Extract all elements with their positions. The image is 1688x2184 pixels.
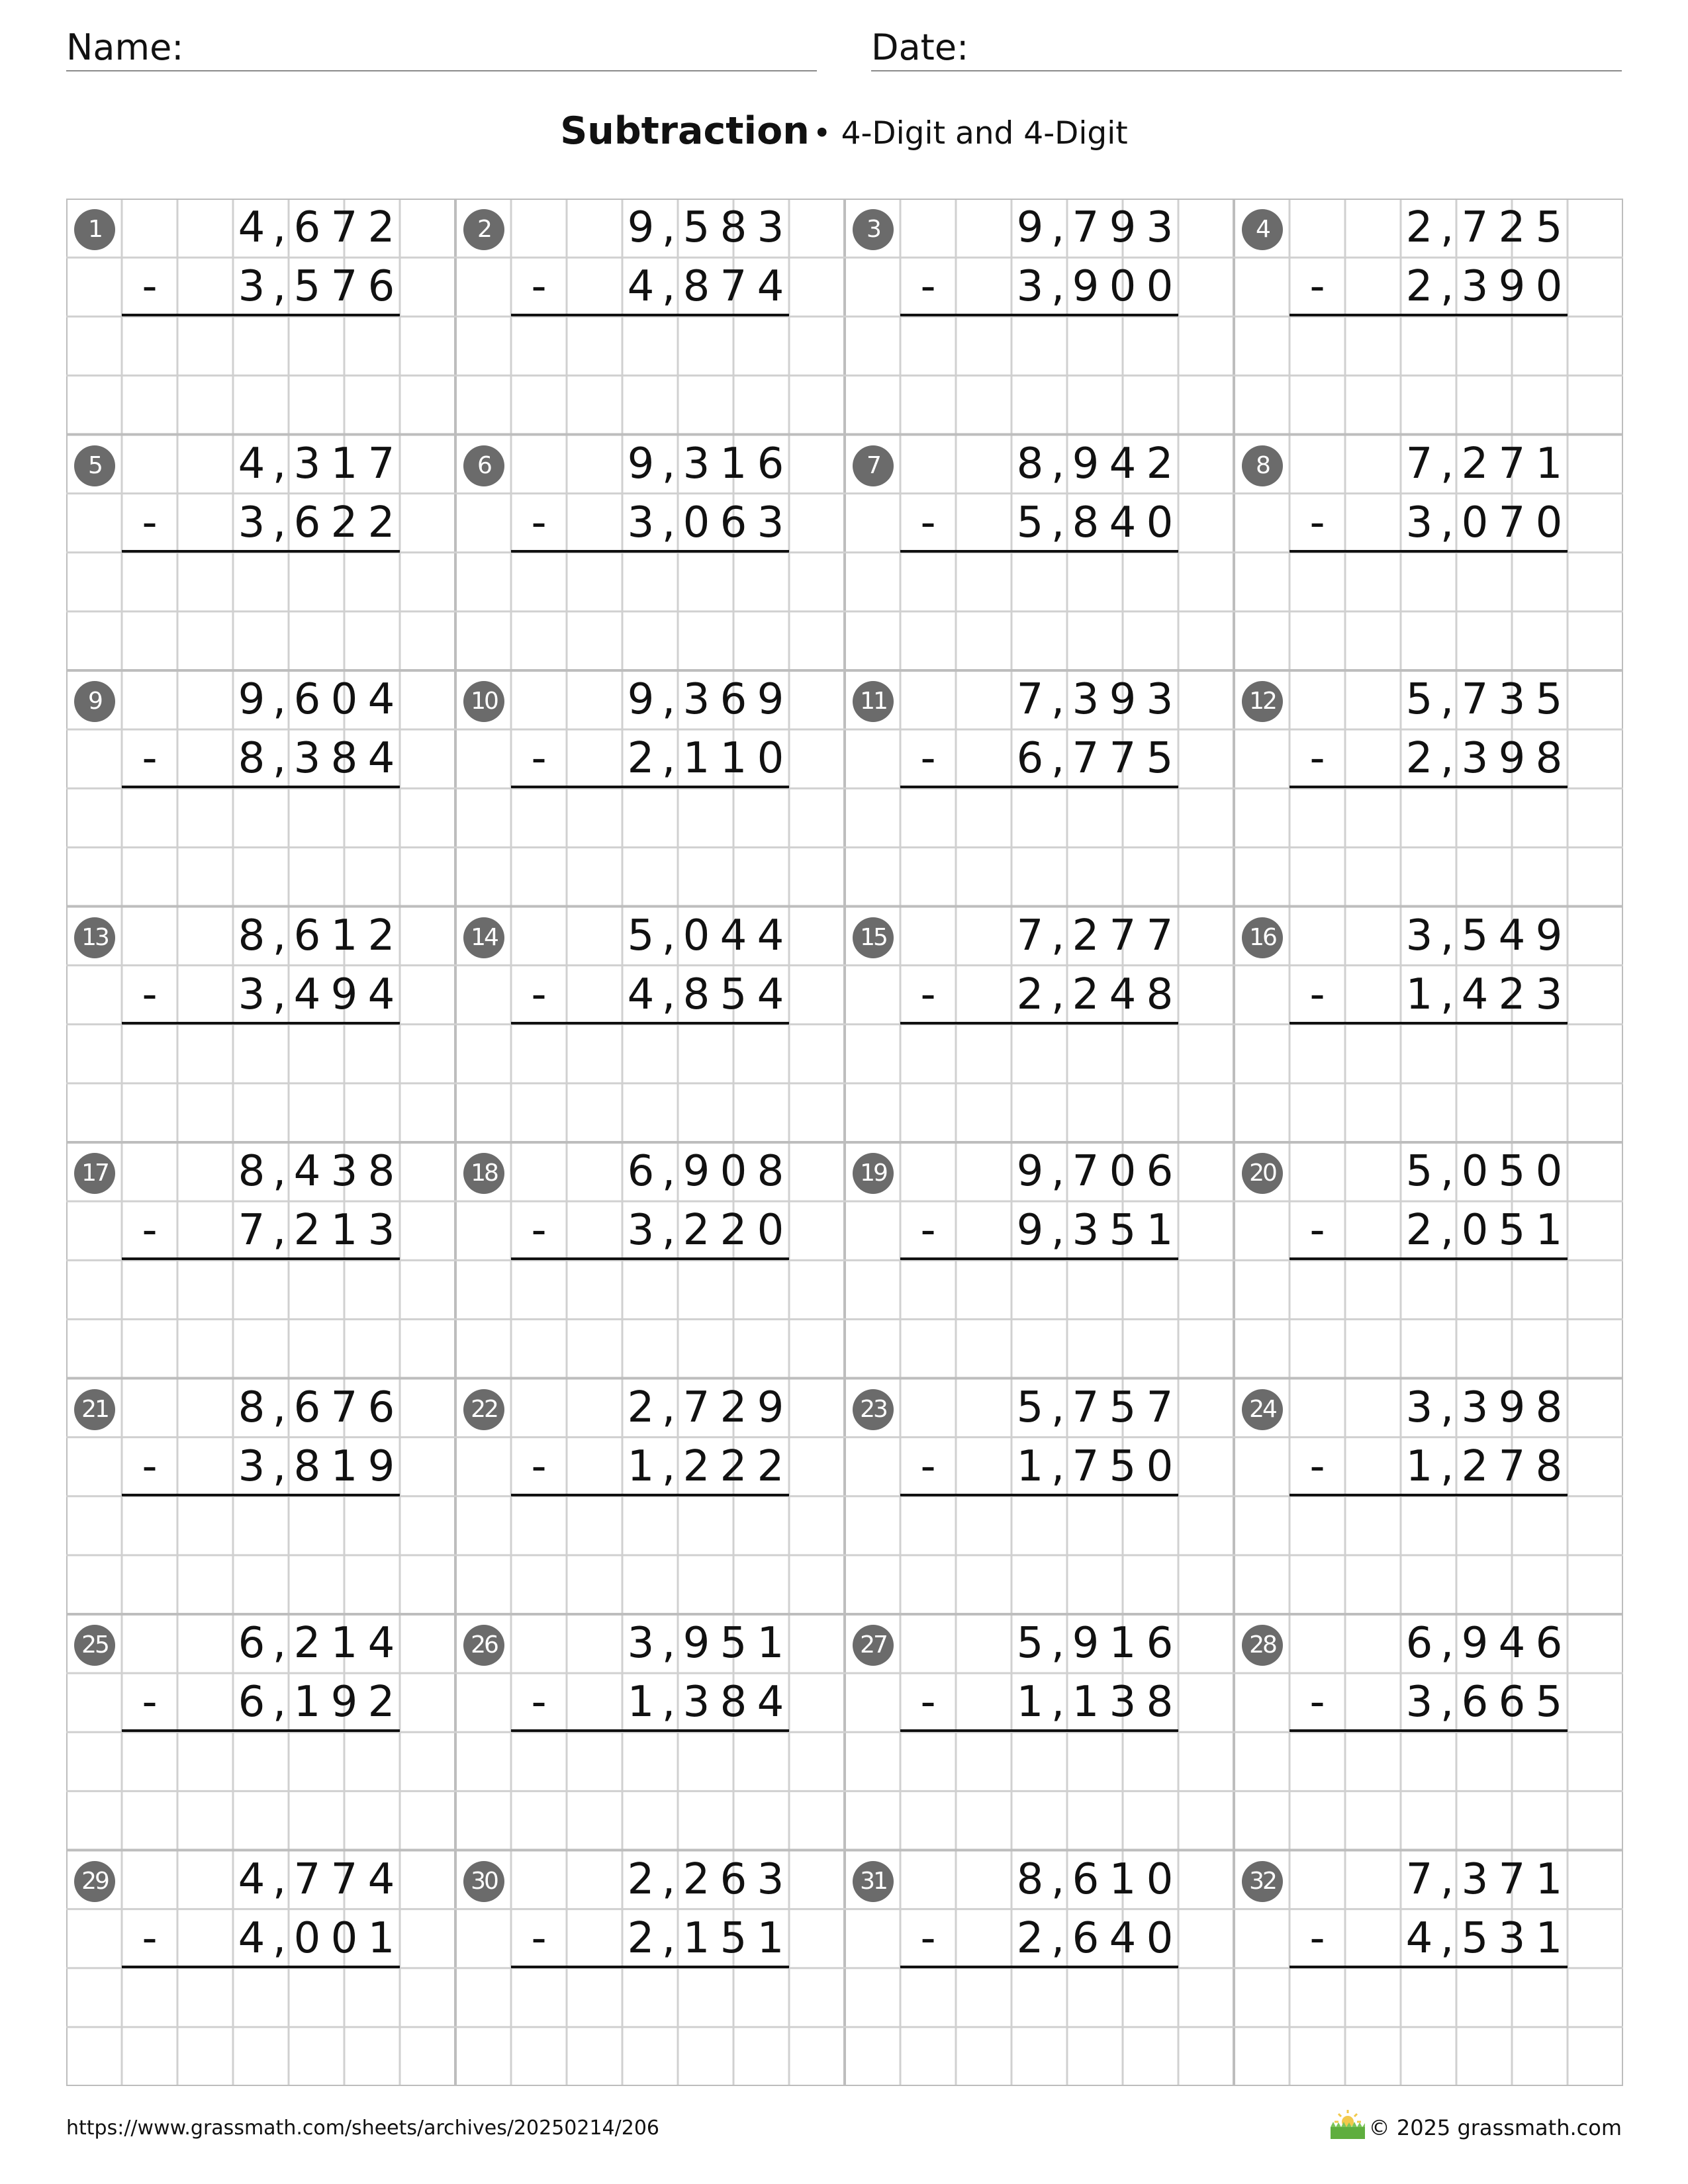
subtrahend: 1 , 2 2 2 xyxy=(627,1441,784,1491)
problem-number-badge: 28 xyxy=(1242,1625,1283,1666)
answer-rule xyxy=(1289,1729,1568,1732)
subtrahend: 2 , 0 5 1 xyxy=(1405,1206,1563,1255)
problem-number-badge: 12 xyxy=(1242,681,1283,722)
subtrahend: 1 , 7 5 0 xyxy=(1016,1441,1174,1491)
date-label: Date: xyxy=(871,26,969,68)
problem-number-badge: 1 xyxy=(74,209,115,250)
subtrahend: 3 , 0 7 0 xyxy=(1405,498,1563,547)
answer-rule xyxy=(1289,1494,1568,1496)
problem-21 xyxy=(66,1379,455,1614)
problem-11 xyxy=(845,670,1234,906)
minus-sign: - xyxy=(920,1913,936,1963)
subtrahend: 8 , 3 8 4 xyxy=(238,734,395,783)
problem-5 xyxy=(66,435,455,670)
answer-rule xyxy=(900,550,1178,553)
minuend: 5 , 9 1 6 xyxy=(1016,1619,1174,1668)
grass-sun-logo-icon xyxy=(1327,2109,1369,2140)
problem-number-badge: 21 xyxy=(74,1389,115,1430)
problem-number-badge: 24 xyxy=(1242,1389,1283,1430)
minuend: 2 , 7 2 5 xyxy=(1405,203,1563,252)
worksheet-grid xyxy=(66,199,1623,2086)
problem-number-badge: 17 xyxy=(74,1153,115,1194)
answer-rule xyxy=(122,314,400,316)
minus-sign: - xyxy=(1309,1206,1325,1255)
problem-23 xyxy=(845,1379,1234,1614)
minus-sign: - xyxy=(920,970,936,1019)
date-field[interactable] xyxy=(871,25,1622,71)
answer-rule xyxy=(511,1494,789,1496)
minuend: 4 , 7 7 4 xyxy=(238,1854,395,1904)
minus-sign: - xyxy=(920,1441,936,1491)
minus-sign: - xyxy=(531,1678,547,1727)
problem-8 xyxy=(1234,435,1623,670)
answer-rule xyxy=(900,1494,1178,1496)
problem-24 xyxy=(1234,1379,1623,1614)
minus-sign: - xyxy=(531,1441,547,1491)
problem-number-badge: 20 xyxy=(1242,1153,1283,1194)
minus-sign: - xyxy=(1309,1913,1325,1963)
problem-3 xyxy=(845,199,1234,434)
minus-sign: - xyxy=(920,1678,936,1727)
problem-number-badge: 14 xyxy=(463,917,504,958)
subtrahend: 1 , 2 7 8 xyxy=(1405,1441,1563,1491)
problem-4 xyxy=(1234,199,1623,434)
subtrahend: 3 , 6 2 2 xyxy=(238,498,395,547)
minuend: 8 , 4 3 8 xyxy=(238,1147,395,1196)
minus-sign: - xyxy=(531,498,547,547)
problem-number-badge: 9 xyxy=(74,681,115,722)
minuend: 8 , 6 1 2 xyxy=(238,911,395,960)
answer-rule xyxy=(122,1494,400,1496)
answer-rule xyxy=(122,786,400,788)
subtrahend: 2 , 1 5 1 xyxy=(627,1913,784,1963)
problem-19 xyxy=(845,1142,1234,1378)
problem-20 xyxy=(1234,1142,1623,1378)
answer-rule xyxy=(122,1022,400,1024)
minuend: 3 , 3 9 8 xyxy=(1405,1383,1563,1432)
problem-6 xyxy=(455,435,845,670)
minuend: 8 , 6 7 6 xyxy=(238,1383,395,1432)
problem-number-badge: 30 xyxy=(463,1861,504,1902)
problem-number-badge: 7 xyxy=(853,445,894,486)
subtrahend: 3 , 5 7 6 xyxy=(238,262,395,311)
answer-rule xyxy=(900,1022,1178,1024)
footer-url: https://www.grassmath.com/sheets/archives/20250214/206 xyxy=(66,2116,660,2140)
minus-sign: - xyxy=(531,970,547,1019)
problem-number-badge: 25 xyxy=(74,1625,115,1666)
problem-number-badge: 16 xyxy=(1242,917,1283,958)
minuend: 9 , 7 9 3 xyxy=(1016,203,1174,252)
name-label: Name: xyxy=(66,26,184,68)
answer-rule xyxy=(122,1257,400,1260)
minus-sign: - xyxy=(1309,262,1325,311)
problem-number-badge: 31 xyxy=(853,1861,894,1902)
answer-rule xyxy=(122,550,400,553)
minuend: 9 , 3 1 6 xyxy=(627,439,784,488)
minuend: 6 , 9 4 6 xyxy=(1405,1619,1563,1668)
subtrahend: 3 , 6 6 5 xyxy=(1405,1678,1563,1727)
answer-rule xyxy=(511,1257,789,1260)
problem-number-badge: 13 xyxy=(74,917,115,958)
minus-sign: - xyxy=(920,734,936,783)
problem-12 xyxy=(1234,670,1623,906)
subtrahend: 5 , 8 4 0 xyxy=(1016,498,1174,547)
minuend: 9 , 7 0 6 xyxy=(1016,1147,1174,1196)
minus-sign: - xyxy=(142,1913,158,1963)
problem-27 xyxy=(845,1614,1234,1850)
subtrahend: 1 , 4 2 3 xyxy=(1405,970,1563,1019)
problem-number-badge: 22 xyxy=(463,1389,504,1430)
problem-2 xyxy=(455,199,845,434)
minuend: 5 , 7 5 7 xyxy=(1016,1383,1174,1432)
minuend: 8 , 9 4 2 xyxy=(1016,439,1174,488)
subtrahend: 2 , 3 9 0 xyxy=(1405,262,1563,311)
minuend: 2 , 2 6 3 xyxy=(627,1854,784,1904)
problem-22 xyxy=(455,1379,845,1614)
problem-number-badge: 2 xyxy=(463,209,504,250)
problem-number-badge: 15 xyxy=(853,917,894,958)
answer-rule xyxy=(900,1257,1178,1260)
problem-32 xyxy=(1234,1850,1623,2086)
problem-number-badge: 5 xyxy=(74,445,115,486)
problem-9 xyxy=(66,670,455,906)
problem-18 xyxy=(455,1142,845,1378)
subtrahend: 3 , 8 1 9 xyxy=(238,1441,395,1491)
answer-rule xyxy=(511,314,789,316)
problem-number-badge: 10 xyxy=(463,681,504,722)
minus-sign: - xyxy=(142,1678,158,1727)
minuend: 7 , 2 7 7 xyxy=(1016,911,1174,960)
problem-28 xyxy=(1234,1614,1623,1850)
minus-sign: - xyxy=(1309,498,1325,547)
problem-30 xyxy=(455,1850,845,2086)
problem-number-badge: 18 xyxy=(463,1153,504,1194)
subtrahend: 2 , 3 9 8 xyxy=(1405,734,1563,783)
subtrahend: 4 , 8 5 4 xyxy=(627,970,784,1019)
problem-number-badge: 3 xyxy=(853,209,894,250)
answer-rule xyxy=(900,1966,1178,1968)
minuend: 4 , 6 7 2 xyxy=(238,203,395,252)
minus-sign: - xyxy=(142,1441,158,1491)
minuend: 5 , 7 3 5 xyxy=(1405,675,1563,724)
minus-sign: - xyxy=(531,262,547,311)
minuend: 7 , 3 9 3 xyxy=(1016,675,1174,724)
minus-sign: - xyxy=(1309,734,1325,783)
problem-number-badge: 26 xyxy=(463,1625,504,1666)
footer-copyright: © 2025 grassmath.com xyxy=(1368,2115,1622,2140)
problem-1 xyxy=(66,199,455,434)
answer-rule xyxy=(511,786,789,788)
minuend: 6 , 2 1 4 xyxy=(238,1619,395,1668)
problem-17 xyxy=(66,1142,455,1378)
minuend: 2 , 7 2 9 xyxy=(627,1383,784,1432)
problem-number-badge: 8 xyxy=(1242,445,1283,486)
minus-sign: - xyxy=(531,1206,547,1255)
minuend: 7 , 3 7 1 xyxy=(1405,1854,1563,1904)
problem-29 xyxy=(66,1850,455,2086)
answer-rule xyxy=(1289,550,1568,553)
problem-number-badge: 11 xyxy=(853,681,894,722)
answer-rule xyxy=(900,786,1178,788)
problem-7 xyxy=(845,435,1234,670)
answer-rule xyxy=(1289,314,1568,316)
subtrahend: 2 , 2 4 8 xyxy=(1016,970,1174,1019)
minus-sign: - xyxy=(142,1206,158,1255)
problem-number-badge: 23 xyxy=(853,1389,894,1430)
answer-rule xyxy=(1289,1022,1568,1024)
subtrahend: 9 , 3 5 1 xyxy=(1016,1206,1174,1255)
answer-rule xyxy=(122,1966,400,1968)
problem-number-badge: 29 xyxy=(74,1861,115,1902)
minus-sign: - xyxy=(1309,970,1325,1019)
minuend: 6 , 9 0 8 xyxy=(627,1147,784,1196)
minus-sign: - xyxy=(1309,1441,1325,1491)
problem-14 xyxy=(455,907,845,1142)
problem-number-badge: 6 xyxy=(463,445,504,486)
minuend: 9 , 6 0 4 xyxy=(238,675,395,724)
answer-rule xyxy=(900,1729,1178,1732)
minus-sign: - xyxy=(142,734,158,783)
title-subtitle: • 4-Digit and 4-Digit xyxy=(812,115,1128,152)
minuend: 8 , 6 1 0 xyxy=(1016,1854,1174,1904)
minuend: 4 , 3 1 7 xyxy=(238,439,395,488)
minuend: 3 , 9 5 1 xyxy=(627,1619,784,1668)
subtrahend: 1 , 1 3 8 xyxy=(1016,1678,1174,1727)
answer-rule xyxy=(511,1729,789,1732)
minus-sign: - xyxy=(920,1206,936,1255)
minuend: 7 , 2 7 1 xyxy=(1405,439,1563,488)
answer-rule xyxy=(1289,786,1568,788)
subtrahend: 6 , 1 9 2 xyxy=(238,1678,395,1727)
subtrahend: 4 , 5 3 1 xyxy=(1405,1913,1563,1963)
answer-rule xyxy=(511,550,789,553)
minuend: 5 , 0 4 4 xyxy=(627,911,784,960)
minus-sign: - xyxy=(142,970,158,1019)
minus-sign: - xyxy=(531,1913,547,1963)
minus-sign: - xyxy=(920,498,936,547)
answer-rule xyxy=(1289,1257,1568,1260)
subtrahend: 3 , 2 2 0 xyxy=(627,1206,784,1255)
subtrahend: 4 , 0 0 1 xyxy=(238,1913,395,1963)
answer-rule xyxy=(122,1729,400,1732)
page-title xyxy=(0,105,1688,167)
minus-sign: - xyxy=(1309,1678,1325,1727)
problem-13 xyxy=(66,907,455,1142)
subtrahend: 4 , 8 7 4 xyxy=(627,262,784,311)
subtrahend: 3 , 0 6 3 xyxy=(627,498,784,547)
subtrahend: 3 , 9 0 0 xyxy=(1016,262,1174,311)
subtrahend: 6 , 7 7 5 xyxy=(1016,734,1174,783)
minus-sign: - xyxy=(531,734,547,783)
title-main: Subtraction xyxy=(560,109,810,153)
problem-31 xyxy=(845,1850,1234,2086)
subtrahend: 2 , 1 1 0 xyxy=(627,734,784,783)
minus-sign: - xyxy=(142,262,158,311)
problem-25 xyxy=(66,1614,455,1850)
minuend: 3 , 5 4 9 xyxy=(1405,911,1563,960)
problem-number-badge: 19 xyxy=(853,1153,894,1194)
answer-rule xyxy=(1289,1966,1568,1968)
answer-rule xyxy=(511,1022,789,1024)
problem-number-badge: 4 xyxy=(1242,209,1283,250)
problem-number-badge: 27 xyxy=(853,1625,894,1666)
problem-16 xyxy=(1234,907,1623,1142)
minuend: 5 , 0 5 0 xyxy=(1405,1147,1563,1196)
name-field[interactable] xyxy=(66,25,817,71)
subtrahend: 1 , 3 8 4 xyxy=(627,1678,784,1727)
minus-sign: - xyxy=(142,498,158,547)
answer-rule xyxy=(900,314,1178,316)
problem-10 xyxy=(455,670,845,906)
minus-sign: - xyxy=(920,262,936,311)
problem-number-badge: 32 xyxy=(1242,1861,1283,1902)
answer-rule xyxy=(511,1966,789,1968)
subtrahend: 3 , 4 9 4 xyxy=(238,970,395,1019)
problem-26 xyxy=(455,1614,845,1850)
subtrahend: 7 , 2 1 3 xyxy=(238,1206,395,1255)
minuend: 9 , 5 8 3 xyxy=(627,203,784,252)
minuend: 9 , 3 6 9 xyxy=(627,675,784,724)
subtrahend: 2 , 6 4 0 xyxy=(1016,1913,1174,1963)
problem-15 xyxy=(845,907,1234,1142)
